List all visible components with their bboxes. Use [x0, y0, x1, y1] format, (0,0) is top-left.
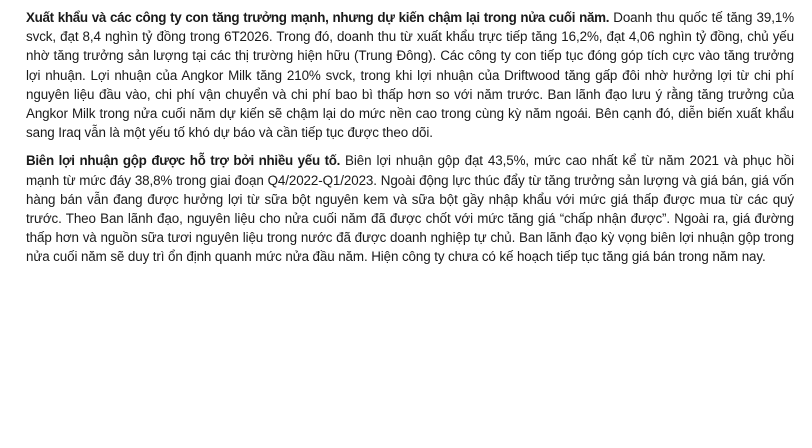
document-body: [26, 8, 794, 267]
paragraph-gross-margin: [26, 151, 794, 266]
paragraph-text: Biên lợi nhuận gộp đạt 43,5%, mức cao nhất kể từ năm 2021 và phục hồi mạnh từ mức đáy 38,8% trong giai đoạn Q4/2022-Q1/2023. Ngoài động lực thúc đẩy từ tăng trưởng sản lượng và giá bán, giá vốn hàng bán vẫn đang được hưởng lợi từ sữa bột nguyên kem và sữa bột gầy nhập khẩu với mức giá thấp được mua từ các quý trước. Theo Ban lãnh đạo, nguyên liệu cho nửa cuối năm đã được chốt với mức tăng giá “chấp nhận được”. Ngoài ra, giá đường thấp hơn và nguồn sữa tươi nguyên liệu trong nước đã được doanh nghiệp tự chủ. Ban lãnh đạo kỳ vọng biên lợi nhuận gộp trong nửa cuối năm sẽ duy trì ổn định quanh mức nửa đầu năm. Hiện công ty chưa có kế hoạch tiếp tục tăng giá bán trong năm nay.: [26, 153, 795, 265]
paragraph-exports-subsidiaries: [26, 8, 794, 142]
paragraph-heading: Xuất khẩu và các công ty con tăng trưởng mạnh, nhưng dự kiến chậm lại trong nửa cuối năm.: [26, 10, 610, 25]
paragraph-text: Doanh thu quốc tế tăng 39,1% svck, đạt 8,4 nghìn tỷ đồng trong 6T2026. Trong đó, doanh thu từ xuất khẩu trực tiếp tăng 16,2%, đạt 4,06 nghìn tỷ đồng, chủ yếu nhờ tăng trưởng sản lượng tại các thị trường hiện hữu (Trung Đông). Các công ty con tiếp tục đóng góp tích cực vào tăng trưởng lợi nhuận. Lợi nhuận của Angkor Milk tăng 210% svck, trong khi lợi nhuận của Driftwood tăng gấp đôi nhờ hưởng lợi từ chi phí nguyên liệu đầu vào, chi phí vận chuyển và chi phí bao bì thấp hơn so với năm trước. Ban lãnh đạo lưu ý rằng tăng trưởng của Angkor Milk trong nửa cuối năm dự kiến sẽ chậm lại do mức nền cao trong cùng kỳ năm ngoái. Bên cạnh đó, diễn biến xuất khẩu sang Iraq vẫn là một yếu tố khó dự báo và cần tiếp tục được theo dõi.: [26, 10, 795, 141]
paragraph-heading: Biên lợi nhuận gộp được hỗ trợ bởi nhiều yếu tố.: [26, 153, 341, 169]
